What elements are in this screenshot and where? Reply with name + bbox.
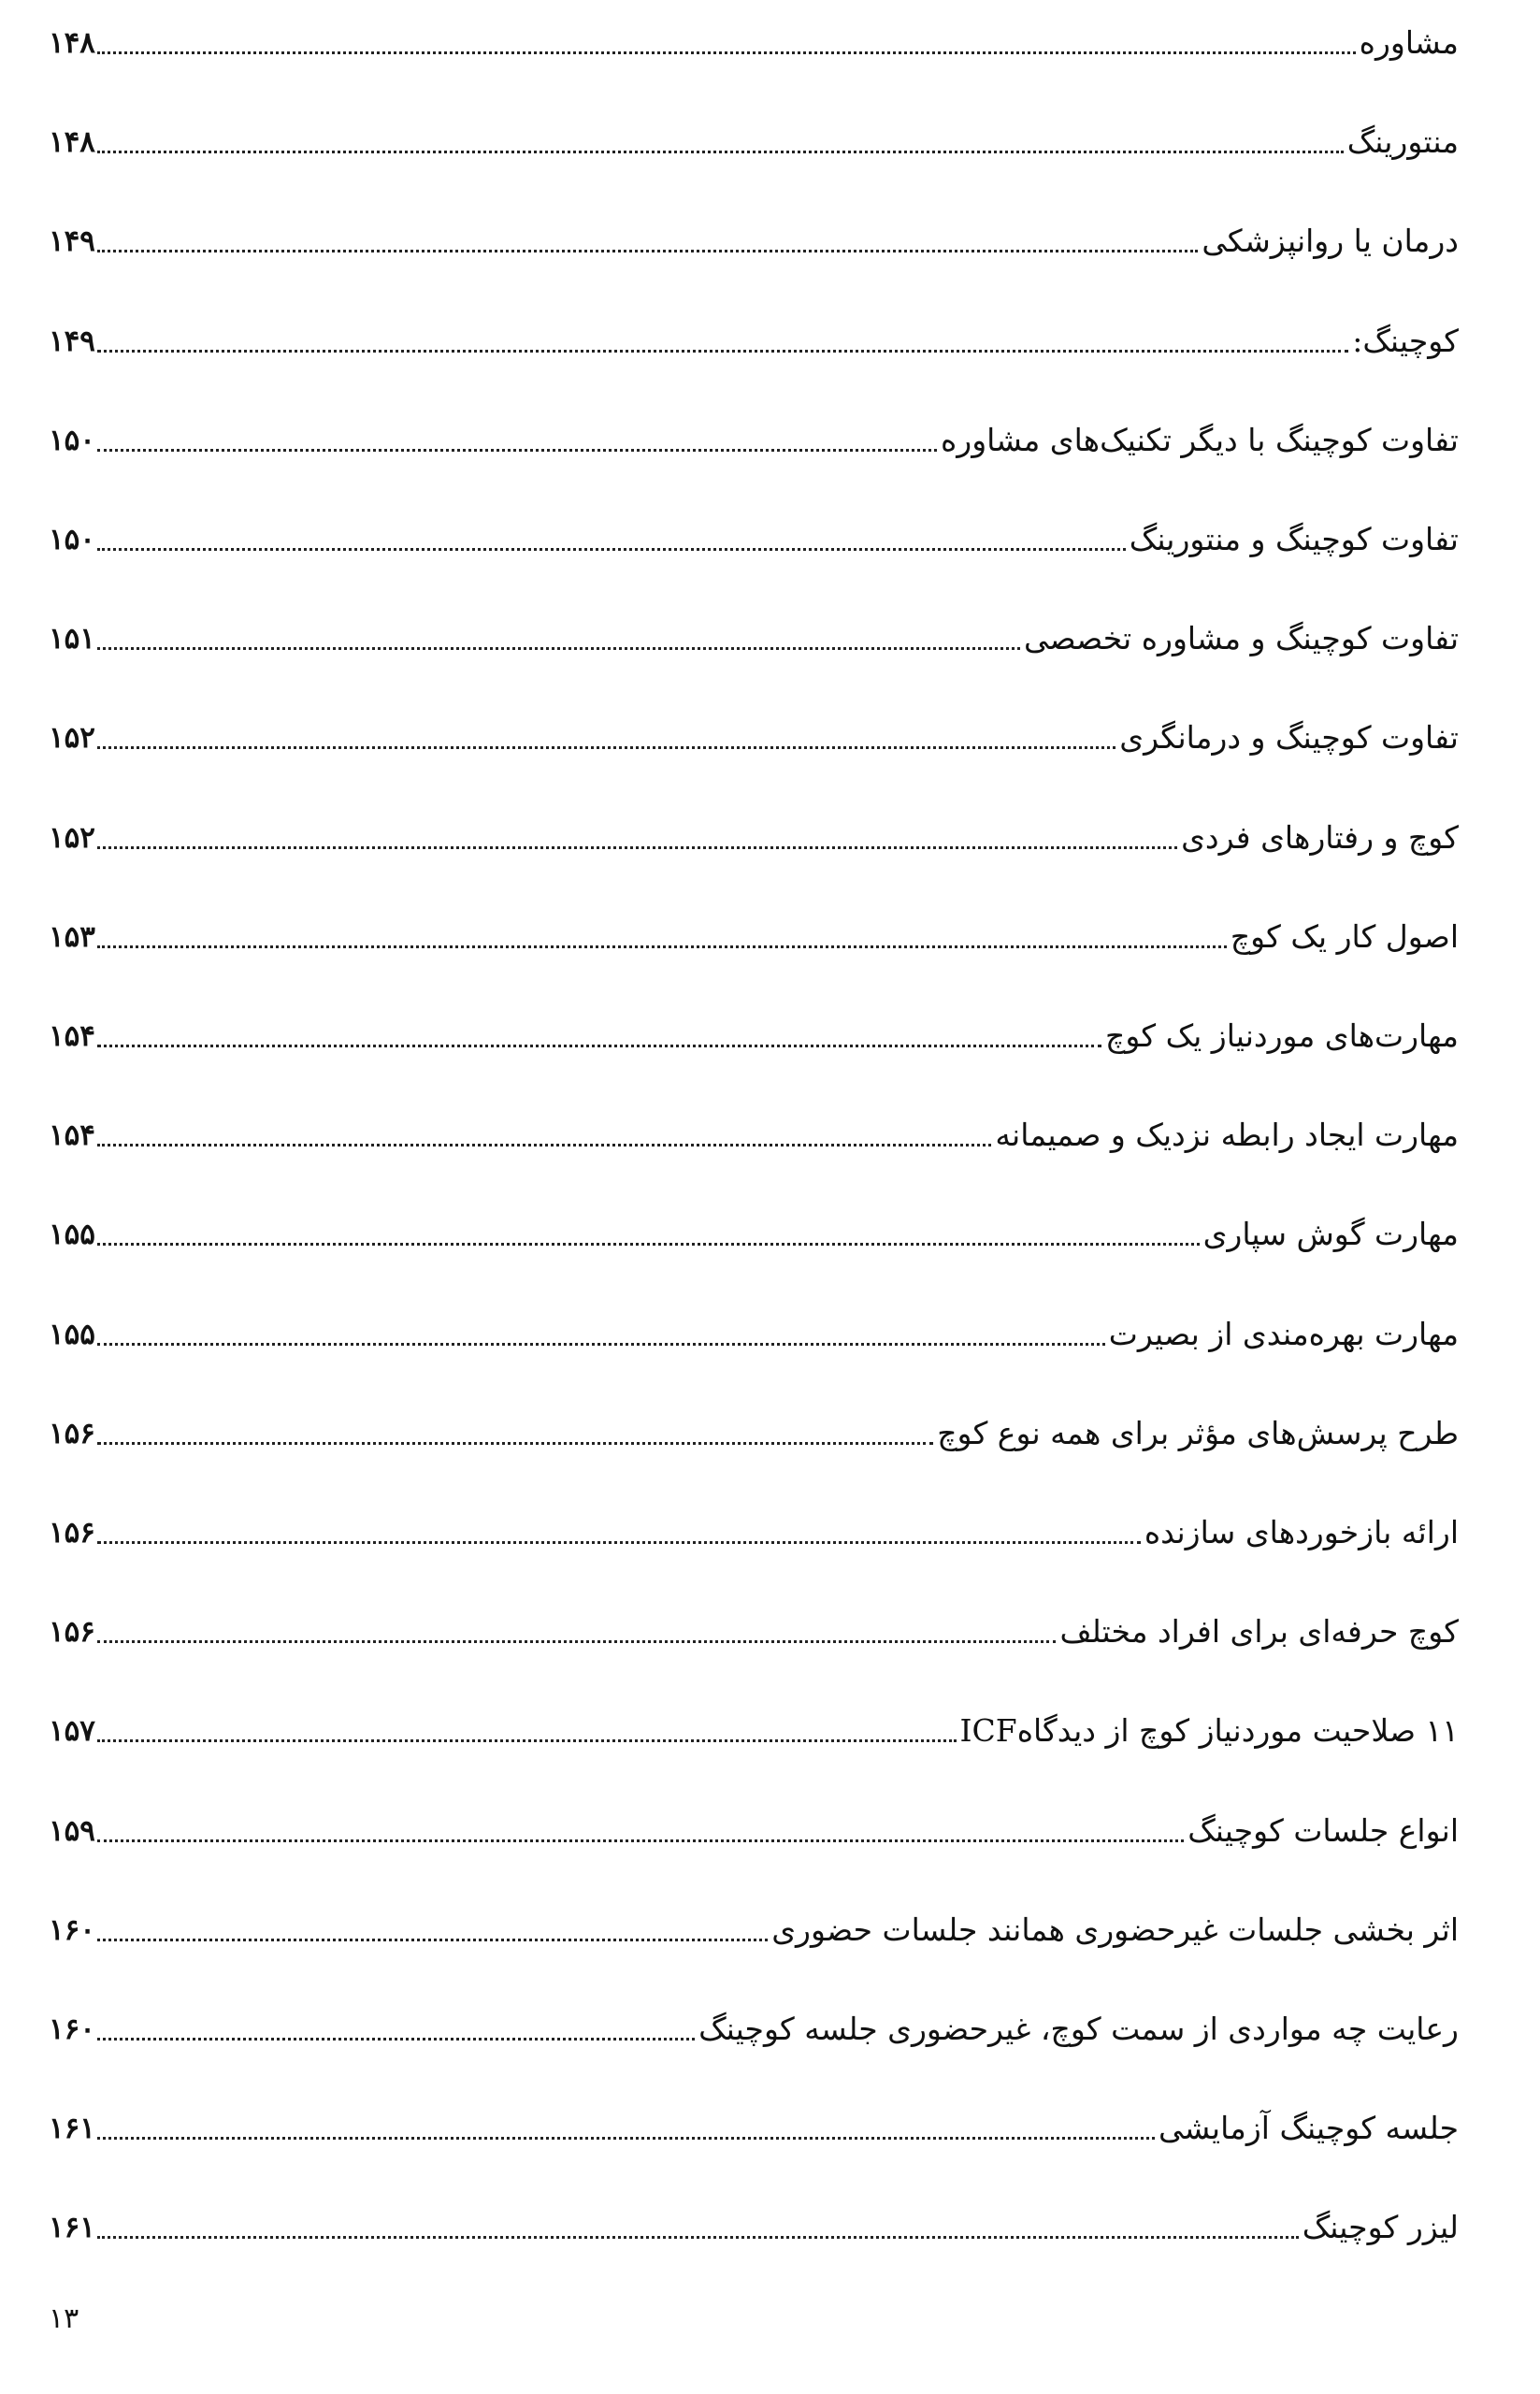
- toc-entry-page: ۱۵۷: [49, 1714, 95, 1749]
- toc-dot-leader: [97, 51, 1356, 54]
- toc-entry-title: منتورینگ: [1346, 123, 1459, 161]
- toc-entry-title: تفاوت کوچینگ با دیگر تکنیک‌های مشاوره: [940, 421, 1459, 458]
- toc-entry[interactable]: [49, 1895, 1459, 1951]
- toc-entry-page: ۱۵۹: [49, 1813, 95, 1848]
- toc-entry-title: انواع جلسات کوچینگ: [1187, 1811, 1459, 1849]
- toc-entry-page: ۱۶۱: [49, 2112, 95, 2146]
- toc-entry[interactable]: [49, 107, 1459, 163]
- toc-entry-title: مهارت گوش سپاری: [1202, 1216, 1459, 1253]
- toc-dot-leader: [97, 1442, 933, 1445]
- toc-entry-page: ۱۵۲: [49, 721, 95, 756]
- toc-entry-page: ۱۵۶: [49, 1416, 95, 1450]
- toc-entry-page: ۱۵۵: [49, 1218, 95, 1252]
- toc-entry-page: ۱۵۰: [49, 523, 95, 556]
- toc-entry-page: ۱۴۹: [49, 224, 95, 259]
- toc-entry-page: ۱۵۱: [49, 622, 95, 656]
- toc-entry-page: ۱۶۰: [49, 1912, 95, 1947]
- toc-dot-leader: [97, 1640, 1057, 1643]
- toc-entry-page: ۱۵۴: [49, 1019, 95, 1053]
- toc-entry-page: ۱۵۵: [49, 1317, 95, 1351]
- toc-entry-title: تفاوت کوچینگ و مشاوره تخصصی: [1024, 620, 1459, 657]
- toc-entry[interactable]: [49, 802, 1459, 858]
- toc-entry[interactable]: [49, 1497, 1459, 1553]
- toc-dot-leader: [97, 945, 1227, 948]
- toc-dot-leader: [97, 1541, 1141, 1544]
- toc-entry-title: درمان یا روانپزشکی: [1202, 223, 1459, 260]
- toc-dot-leader: [97, 449, 937, 452]
- toc-entry-title: اصول کار یک کوچ: [1230, 917, 1459, 955]
- toc-dot-leader: [97, 1939, 768, 1941]
- toc-entry[interactable]: [49, 1695, 1459, 1752]
- toc-entry-title: اثر بخشی جلسات غیرحضوری همانند جلسات حضوری: [771, 1911, 1459, 1948]
- toc-entry-title: تفاوت کوچینگ و منتورینگ: [1129, 521, 1459, 557]
- toc-entry[interactable]: [49, 1994, 1459, 2050]
- toc-entry[interactable]: [49, 603, 1459, 659]
- toc-dot-leader: [97, 2038, 695, 2041]
- toc-entry-page: ۱۵۶: [49, 1615, 95, 1650]
- toc-entry-page: ۱۵۶: [49, 1516, 95, 1550]
- toc-dot-leader: [97, 1839, 1184, 1842]
- toc-entry-title: تفاوت کوچینگ و درمانگری: [1119, 719, 1459, 757]
- toc-dot-leader: [97, 647, 1020, 650]
- toc-dot-leader: [97, 1343, 1105, 1346]
- toc-entry[interactable]: [49, 206, 1459, 262]
- toc-entry[interactable]: [49, 1796, 1459, 1852]
- toc-dot-leader: [97, 1045, 1101, 1047]
- toc-entry-page: ۱۵۴: [49, 1118, 95, 1153]
- toc-entry-title: مشاوره: [1359, 24, 1459, 61]
- toc-entry-page: ۱۵۲: [49, 820, 95, 855]
- toc-entry-title: جلسه کوچینگ آزمایشی: [1158, 2110, 1459, 2147]
- toc-entry[interactable]: [49, 1199, 1459, 1255]
- toc-entry[interactable]: [49, 1398, 1459, 1454]
- toc-dot-leader: [97, 2137, 1155, 2140]
- toc-entry[interactable]: [49, 7, 1459, 64]
- toc-entry-page: ۱۴۹: [49, 324, 95, 358]
- toc-entry[interactable]: [49, 1299, 1459, 1355]
- toc-entry-page: ۱۶۰: [49, 2012, 95, 2046]
- toc-entry[interactable]: [49, 2192, 1459, 2248]
- toc-entry[interactable]: [49, 901, 1459, 958]
- toc-entry-title: مهارت ایجاد رابطه نزدیک و صمیمانه: [995, 1117, 1459, 1154]
- toc-dot-leader: [97, 2236, 1299, 2239]
- toc-entry-title: مهارت بهره‌مندی از بصیرت: [1108, 1315, 1459, 1352]
- toc-dot-leader: [97, 1144, 991, 1147]
- toc-entry-title: کوچ و رفتارهای فردی: [1181, 818, 1459, 856]
- toc-entry[interactable]: [49, 2093, 1459, 2149]
- toc-entry-title: کوچ حرفه‌ای برای افراد مختلف: [1059, 1613, 1459, 1651]
- toc-dot-leader: [97, 250, 1198, 252]
- toc-entry-title: کوچینگ:: [1352, 322, 1459, 359]
- toc-entry[interactable]: [49, 702, 1459, 758]
- toc-entry-page: ۱۵۳: [49, 919, 95, 954]
- toc-entry-title: مهارت‌های موردنیاز یک کوچ: [1105, 1017, 1459, 1054]
- page-number: ۱۳: [49, 2302, 79, 2335]
- toc-entry[interactable]: [49, 1100, 1459, 1156]
- toc-entry-page: ۱۴۸: [49, 125, 95, 160]
- toc-entry-page: ۱۵۰: [49, 423, 95, 457]
- toc-entry-title: لیزر کوچینگ: [1302, 2209, 1459, 2246]
- toc-entry[interactable]: [49, 1001, 1459, 1057]
- toc-entry[interactable]: [49, 1596, 1459, 1652]
- toc-entry-title: ارائه بازخوردهای سازنده: [1144, 1514, 1459, 1550]
- toc-entry-page: ۱۶۱: [49, 2211, 95, 2245]
- toc-entry[interactable]: [49, 504, 1459, 560]
- toc-dot-leader: [97, 1243, 1200, 1246]
- toc-entry-title: رعایت چه مواردی از سمت کوچ، غیرحضوری جلسه کوچینگ: [698, 2011, 1459, 2047]
- toc-dot-leader: [97, 846, 1177, 849]
- toc-dot-leader: [97, 746, 1115, 749]
- toc-dot-leader: [97, 151, 1344, 153]
- toc-entry-page: ۱۴۸: [49, 26, 95, 60]
- toc-entry-title: ۱۱ صلاحیت موردنیاز کوچ از دیدگاهICF: [959, 1712, 1459, 1750]
- toc-dot-leader: [97, 350, 1348, 353]
- toc-entry-title: طرح پرسش‌های مؤثر برای همه نوع کوچ: [937, 1414, 1459, 1451]
- toc-dot-leader: [97, 548, 1126, 551]
- toc-entry[interactable]: [49, 306, 1459, 362]
- toc-dot-leader: [97, 1739, 957, 1742]
- toc-entry[interactable]: [49, 405, 1459, 461]
